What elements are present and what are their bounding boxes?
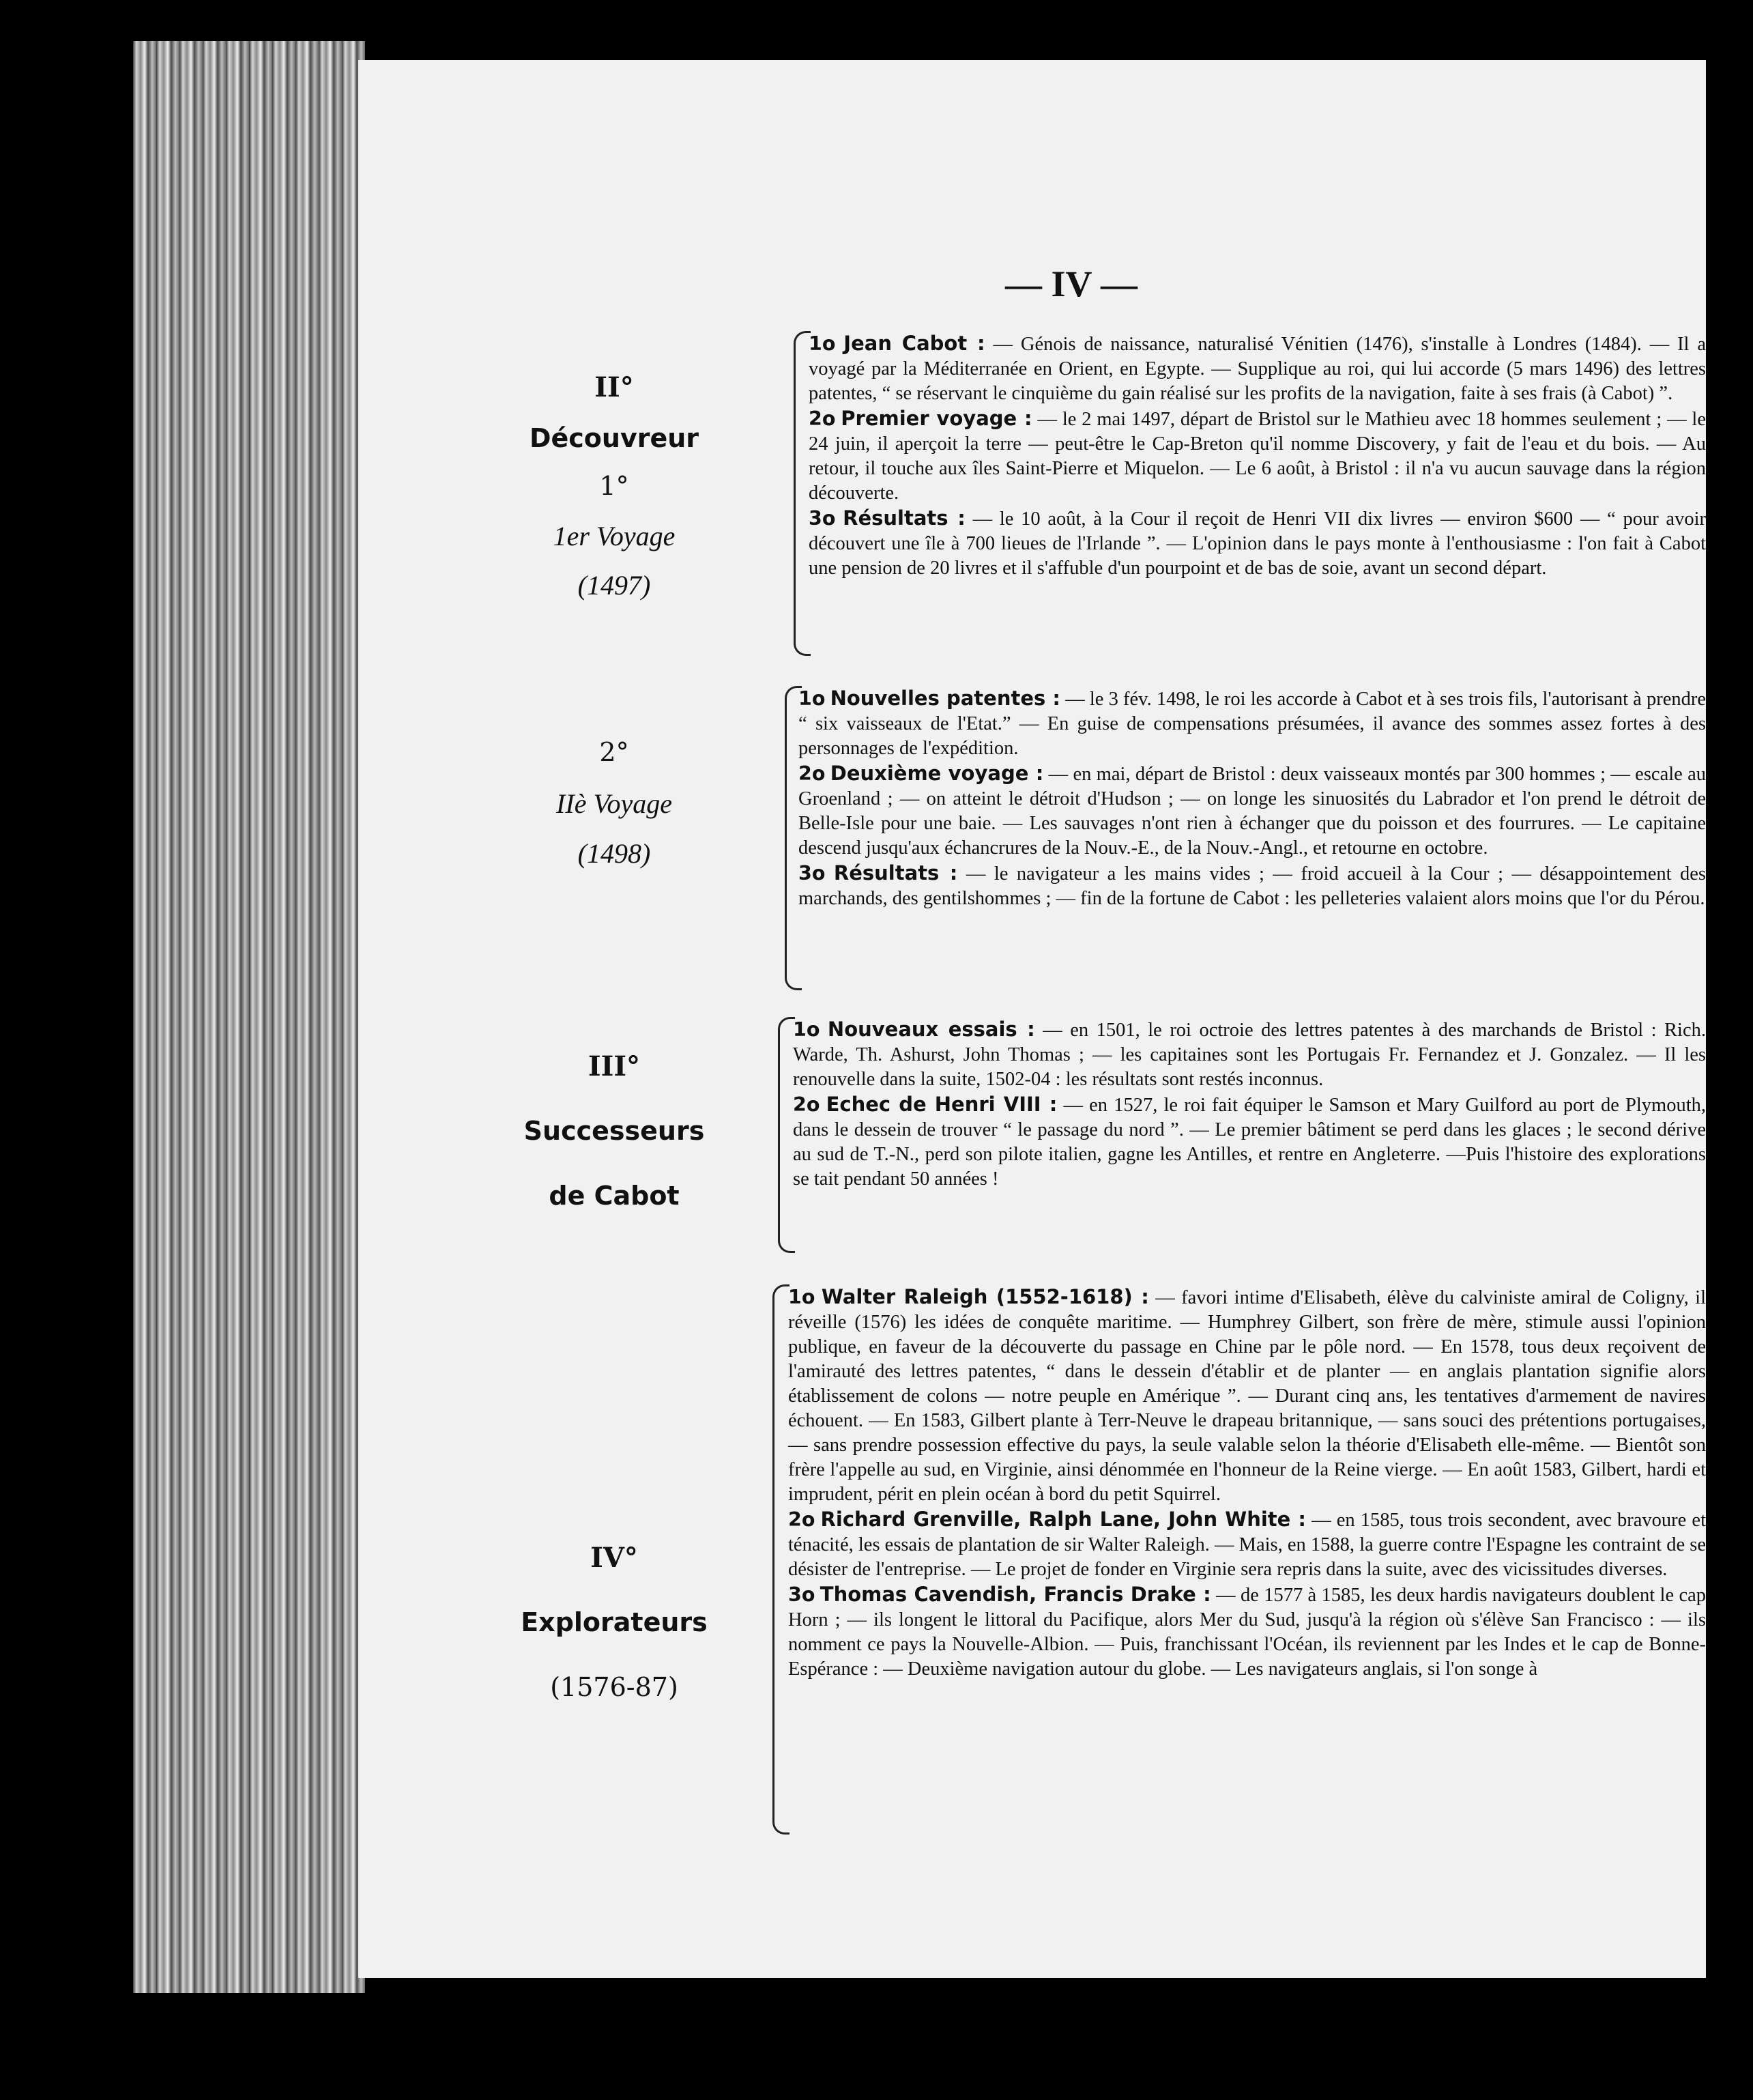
list-item: 2o Premier voyage : — le 2 mai 1497, départ de Bristol sur le Mathieu avec 18 hommes seulement ; — le 24 juin, il aperçoit la terre — peut-être le Cap-Breton qu'il nomme Discovery, y fait de l'eau et du bois. — Au retour, il touche aux îles Saint-Pierre et Miquelon. — Le 6 août, à Bristol : il n'a vu aucun sauvage dans la région découverte. — [809, 407, 1707, 504]
section-roman: II° — [594, 371, 634, 403]
section-heading: de Cabot — [549, 1181, 680, 1211]
list-item: 3o Thomas Cavendish, Francis Drake : — de 1577 à 1585, les deux hardis navigateurs doublent le cap Horn ; — ils longent le littoral du Pacifique, alors Mer du Sud, jusqu'à la région où s'élève San Francisco : — ils nomment ce pays la Nouvelle-Albion. — Puis, franchissant l'Océan, ils reviennent par les Indes et le cap de Bonne-Espérance : — Deuxième navigation autour du globe. — Les navigateurs anglais, si l'on songe à — [788, 1583, 1707, 1680]
section-label — [471, 739, 757, 876]
section-heading: Explorateurs — [521, 1607, 708, 1637]
list-item: 2o Echec de Henri VIII : — en 1527, le roi fait équiper le Samson et Mary Guilford au port de Plymouth, dans le dessein de trouver “ le passage du nord ”. — Le premier bâtiment se perd dans les glaces ; le second dérive au sud de T.-N., perd son pilote italien, gagne les Antilles, et rentre en Angleterre. —Puis l'histoire des explorations se tait pendant 50 années ! — [793, 1093, 1707, 1190]
section-subnumber: 2° — [599, 737, 629, 767]
list-item: 1o Nouveaux essais : — en 1501, le roi octroie des lettres patentes à des marchands de Bristol : Rich. Warde, Th. Ashurst, John Thomas ; — les capitaines sont les Portugais Fr. Fernandez et J. Gonzalez. — Il les renouvelle dans la suite, 1502-04 : les résultats sont restés inconnus. — [793, 1018, 1706, 1090]
section-text — [798, 686, 1706, 911]
section-date: (1497) — [577, 570, 651, 601]
section-label — [471, 371, 757, 620]
section-text — [793, 1017, 1706, 1192]
section-voyage: 1er Voyage — [553, 521, 676, 551]
book-spine — [133, 41, 365, 1993]
section-roman: III° — [588, 1050, 641, 1082]
list-item: 3o Résultats : — le 10 août, à la Cour il reçoit de Henri VII dix livres — environ $600 — “ pour avoir découvert une île à 700 lieues de l'Irlande ”. — L'opinion dans le pays monte à l'enthousiasme : l'on fait à Cabot une pension de 20 livres et il s'affuble d'un pourpoint et de bas de soie, avant un second départ. — [809, 506, 1706, 579]
list-item: 3o Résultats : — le navigateur a les mains vides ; — froid accueil à la Cour ; — désappointement des marchands, des gentilshommes ; — fin de la fortune de Cabot : les pelleteries valaient alors moins que l'or du Pérou. — [798, 861, 1707, 909]
section-subnumber: 1° — [599, 471, 629, 501]
section-text — [788, 1284, 1706, 1682]
section-text — [809, 331, 1706, 581]
section-heading: Découvreur — [529, 423, 699, 453]
section-heading: Successeurs — [523, 1116, 705, 1146]
section-voyage: IIè Voyage — [556, 788, 672, 819]
list-item: 2o Richard Grenville, Ralph Lane, John White : — en 1585, tous trois secondent, avec bravoure et ténacité, les essais de plantation de sir Walter Raleigh. — Mais, en 1588, la guerre contre l'Espagne les contraint de se désister de l'entreprise. — Le projet de fonder en Virginie sera repris dans la suite, avec des vicissitudes diverses. — [788, 1508, 1706, 1580]
section-date: (1498) — [577, 838, 651, 869]
list-item: 1o Walter Raleigh (1552-1618) : — favori intime d'Elisabeth, élève du calviniste amiral de Coligny, il réveille (1576) les idées de conquête maritime. — Humphrey Gilbert, son frère de mère, stimule aussi l'opinion publique, en faveur de la découverte du passage en Chine par le pôle nord. — En 1578, tous deux reçoivent de l'amirauté des lettres patentes, “ dans le dessein d'établir et de planter — en anglais plantation signifie alors établissement de colons — notre peuple en Amérique ”. — Durant cinq ans, les tentatives d'armement de navires échouent. — En 1583, Gilbert plante à Terr-Neuve le drapeau britannique, — sans souci des prétentions portugaises, — sans prendre possession effective du pays, la seule valable selon la théorie d'Elisabeth elle-même. — Bientôt son frère l'appelle au sud, en Virginie, ainsi dénommée en l'honneur de la Reine vierge. — En août 1583, Gilbert, hardi et imprudent, périt en plein océan à bord du petit Squirrel. — [788, 1285, 1706, 1505]
section-brace — [772, 1284, 789, 1835]
section-label — [471, 1544, 757, 1715]
section-label — [471, 1050, 757, 1224]
section-date: (1576-87) — [550, 1672, 678, 1702]
list-item: 1o Nouvelles patentes : — le 3 fév. 1498, le roi les accorde à Cabot et à ses trois fils, l'autorisant à prendre “ six vaisseaux de l'Etat.” — En guise de compensations présumées, il avance des sommes assez fortes à des personnages de l'expédition. — [798, 687, 1707, 759]
section-roman: IV° — [590, 1542, 638, 1574]
page-number: — IV — — [1004, 263, 1138, 304]
list-item: 2o Deuxième voyage : — en mai, départ de Bristol : deux vaisseaux montés par 300 hommes ; — escale au Groenland ; — on atteint le détroit d'Hudson ; — on longe les sinuosités du Labrador et l'on prend le détroit de Belle-Isle pour une baie. — Les sauvages n'ont rien à échanger que du poisson et des fourrures. — Le capitaine descend jusqu'aux échancrures de la Nouv.-E., de la Nouv.-Angl., et retourne en octobre. — [798, 762, 1707, 859]
list-item: 1o Jean Cabot : — Génois de naissance, naturalisé Vénitien (1476), s'installe à Londres (1484). — Il a voyagé par la Méditerranée en Orient, en Egypte. — Supplique au roi, qui lui accorde (5 mars 1496) des lettres patentes, “ se réservant le cinquième du gain réalisé sur les profits de la navigation, faite à ses frais (à Cabot) ”. — [809, 332, 1706, 404]
